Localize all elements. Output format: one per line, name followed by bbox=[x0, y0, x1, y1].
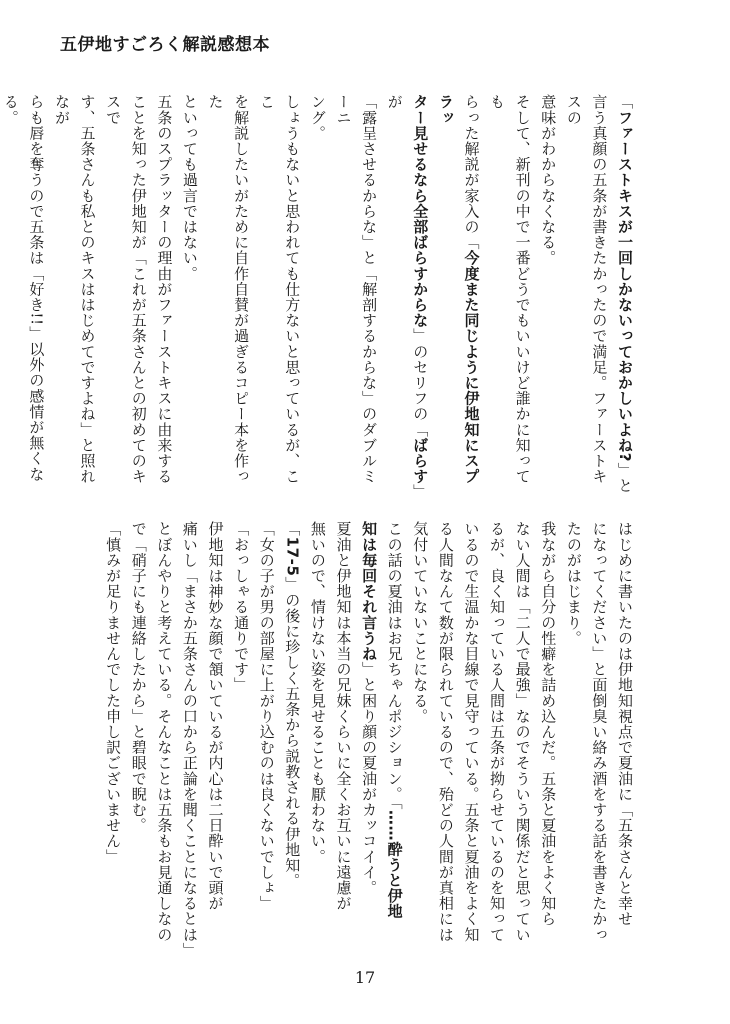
text-line: はじめに書いたのは伊地知視点で夏油に「五条さんと幸せ bbox=[616, 521, 634, 927]
text-line: 無いので、情けない姿を見せることも厭わない。 bbox=[308, 521, 327, 865]
text-line: ない人間は「二人で最強」なのでそういう関係だと思ってい bbox=[513, 521, 532, 943]
text-line: 五条のスプラッターの理由がファーストキスに由来する bbox=[155, 94, 174, 484]
text-line: といっても過言ではない。 bbox=[180, 94, 199, 282]
text-line: す、五条さんも私とのキスははじめてですよね」と照れなが bbox=[52, 94, 97, 484]
text-line: 知は毎回それ言うね」と困り顔の夏油がカッコイイ。 bbox=[360, 521, 379, 896]
text-line: 言う真顔の五条が書きたかったので満足。ファーストキスの bbox=[564, 94, 609, 484]
text-line: ことを知った伊地知が「これが五条さんとの初めてのキスで bbox=[104, 94, 148, 484]
text-line: ング。 bbox=[308, 94, 327, 141]
text-line: 我ながら自分の性癖を詰め込んだ。五条と夏油をよく知ら bbox=[539, 521, 558, 927]
text-line: るが、良く知っている人間は五条が拗らせているのを知って bbox=[488, 521, 507, 943]
text-line: 意味がわからなくなる。 bbox=[539, 94, 558, 266]
text-line: 伊地知は神妙な顔で頷いているが内心は二日酔いで頭が bbox=[206, 521, 225, 911]
text-line: たのがはじまり。 bbox=[564, 521, 583, 646]
text-line: 「ファーストキスが一回しかないっておかしいよね?」と bbox=[616, 94, 634, 494]
text-line: 気付いていないことになる。 bbox=[411, 521, 430, 724]
text-line: ター見せるなら全部ばらすからな」のセリフの「ばらす」が bbox=[385, 94, 430, 493]
text-line: らも唇を奪うので五条は「好き!!」以外の感情が無くなる。 bbox=[1, 94, 46, 482]
text-line: 「17-5」の後に珍しく五条から説教される伊地知。 bbox=[283, 521, 302, 889]
text-line: とぼんやりと考えている。そんなことは五条もお見通しなの bbox=[155, 521, 174, 943]
page-number: 17 bbox=[354, 968, 376, 987]
text-line: で「硝子にも連絡したから」と碧眼で睨む。 bbox=[129, 521, 148, 833]
text-line: しょうもないと思われても仕方ないと思っているが、ここ bbox=[257, 94, 302, 484]
text-line: 「露呈させるからな」と「解剖するからな」のダブルミーニ bbox=[334, 94, 379, 484]
text-line: 夏油と伊地知は本当の兄妹くらいに全くお互いに遠慮が bbox=[334, 521, 353, 911]
text-line: らった解説が家入の「今度また同じように伊地知にスプラッ bbox=[436, 94, 481, 484]
text-line: この話の夏油はお兄ちゃんポジション。「……酔うと伊地 bbox=[385, 521, 404, 920]
text-line: いるので生温かな目線で見守っている。五条と夏油をよく知 bbox=[462, 521, 481, 943]
text-line: 痛いし「まさか五条さんの口から正論を聞くことになるとは」 bbox=[180, 521, 199, 958]
page-title: 五伊地すごろく解説感想本 bbox=[60, 35, 270, 55]
text-line: 「慎みが足りませんでした申し訳ございません」 bbox=[104, 521, 123, 865]
text-line: そして、新刊の中で一番どうでもいいけど誰かに知っても bbox=[488, 94, 532, 484]
text-line: になってください」と面倒臭い絡み酒をする話を書きたかっ bbox=[590, 521, 609, 943]
upper-text-block bbox=[0, 94, 637, 498]
text-line: 「おっしゃる通りです」 bbox=[232, 521, 251, 693]
text-line: 「女の子が男の部屋に上がり込むのは良くないでしょ」 bbox=[257, 521, 276, 911]
text-line: を解説したいがために自作自賛が過ぎるコピー本を作った bbox=[206, 94, 251, 484]
lower-text-block bbox=[100, 521, 637, 958]
text-line: る人間なんて数が限られているので、殆どの人間が真相には bbox=[436, 521, 455, 943]
